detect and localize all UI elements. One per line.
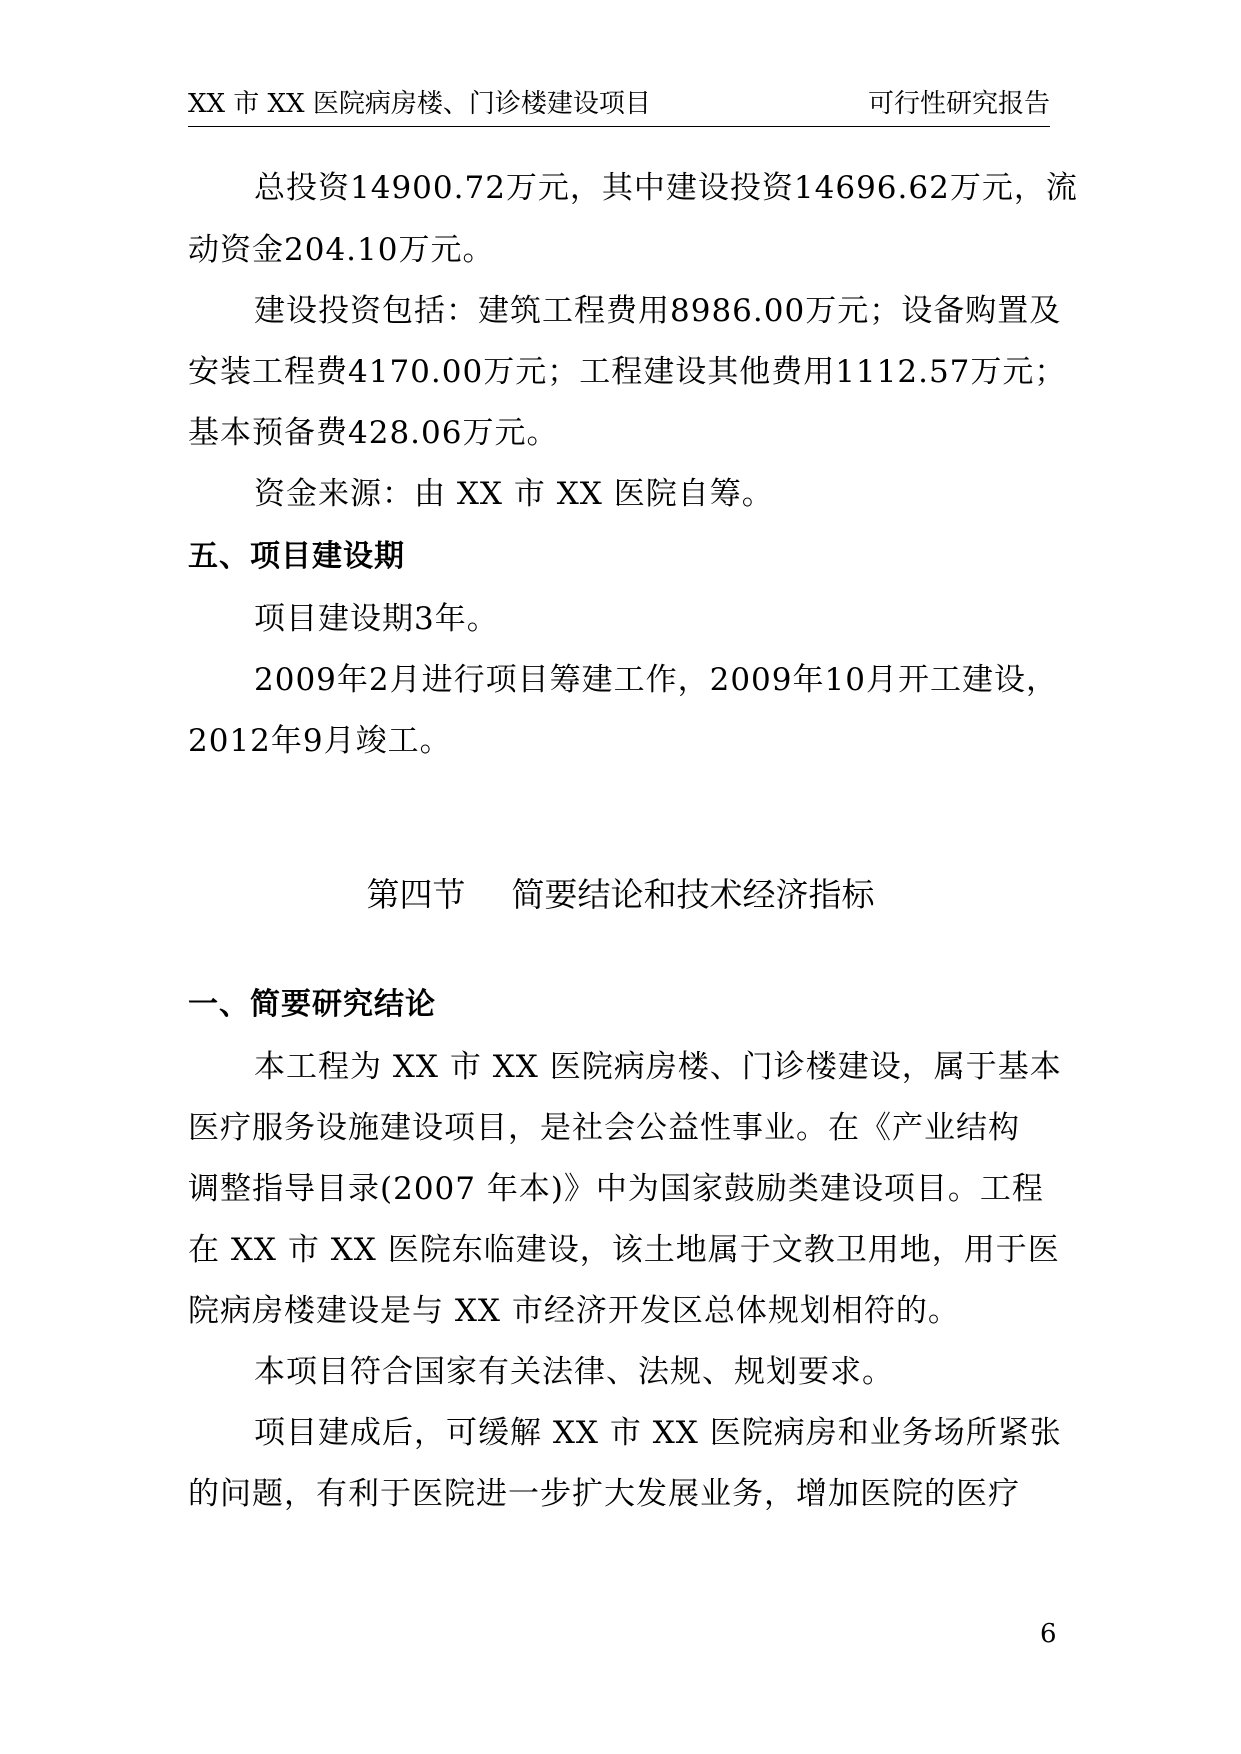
conclusion-heading: 一、简要研究结论 (188, 987, 436, 1022)
investment-line-5: 基本预备费428.06万元。 (188, 415, 559, 451)
section-four-title (0, 870, 1241, 920)
conclusion-p1-line-2: 医疗服务设施建设项目，是社会公益性事业。在《产业结构 (188, 1110, 1020, 1146)
section-title-text: 简要结论和技术经济指标 (511, 875, 875, 914)
investment-line-2: 动资金204.10万元。 (188, 232, 495, 268)
header-project-title: XX 市 XX 医院病房楼、门诊楼建设项目 (188, 89, 651, 119)
conclusion-p1-line-5: 院病房楼建设是与 XX 市经济开发区总体规划相符的。 (188, 1293, 960, 1329)
conclusion-p1-line-1: 本工程为 XX 市 XX 医院病房楼、门诊楼建设，属于基本 (254, 1049, 1062, 1085)
header-report-type: 可行性研究报告 (867, 89, 1050, 119)
schedule-line-1: 2009年2月进行项目筹建工作，2009年10月开工建设， (254, 662, 1058, 698)
conclusion-p1-line-4: 在 XX 市 XX 医院东临建设，该土地属于文教卫用地，用于医 (188, 1232, 1060, 1268)
schedule-line-2: 2012年9月竣工。 (188, 723, 452, 759)
section-number: 第四节 (366, 875, 466, 914)
conclusion-p2-line-1: 本项目符合国家有关法律、法规、规划要求。 (254, 1354, 894, 1390)
conclusion-p3-line-1: 项目建成后，可缓解 XX 市 XX 医院病房和业务场所紧张 (254, 1415, 1062, 1451)
section-five-heading: 五、项目建设期 (188, 539, 405, 574)
investment-line-3: 建设投资包括：建筑工程费用8986.00万元；设备购置及 (254, 293, 1062, 329)
construction-period-line: 项目建设期3年。 (254, 601, 499, 637)
investment-line-1: 总投资14900.72万元，其中建设投资14696.62万元，流 (254, 170, 1078, 206)
page-header (188, 82, 1050, 127)
page-number: 6 (1040, 1619, 1057, 1649)
investment-line-4: 安装工程费4170.00万元；工程建设其他费用1112.57万元； (188, 354, 1067, 390)
conclusion-p1-line-3: 调整指导目录(2007 年本)》中为国家鼓励类建设项目。工程 (188, 1171, 1044, 1207)
conclusion-p3-line-2: 的问题，有利于医院进一步扩大发展业务，增加医院的医疗 (188, 1476, 1020, 1512)
funding-source-line: 资金来源：由 XX 市 XX 医院自筹。 (254, 476, 774, 512)
